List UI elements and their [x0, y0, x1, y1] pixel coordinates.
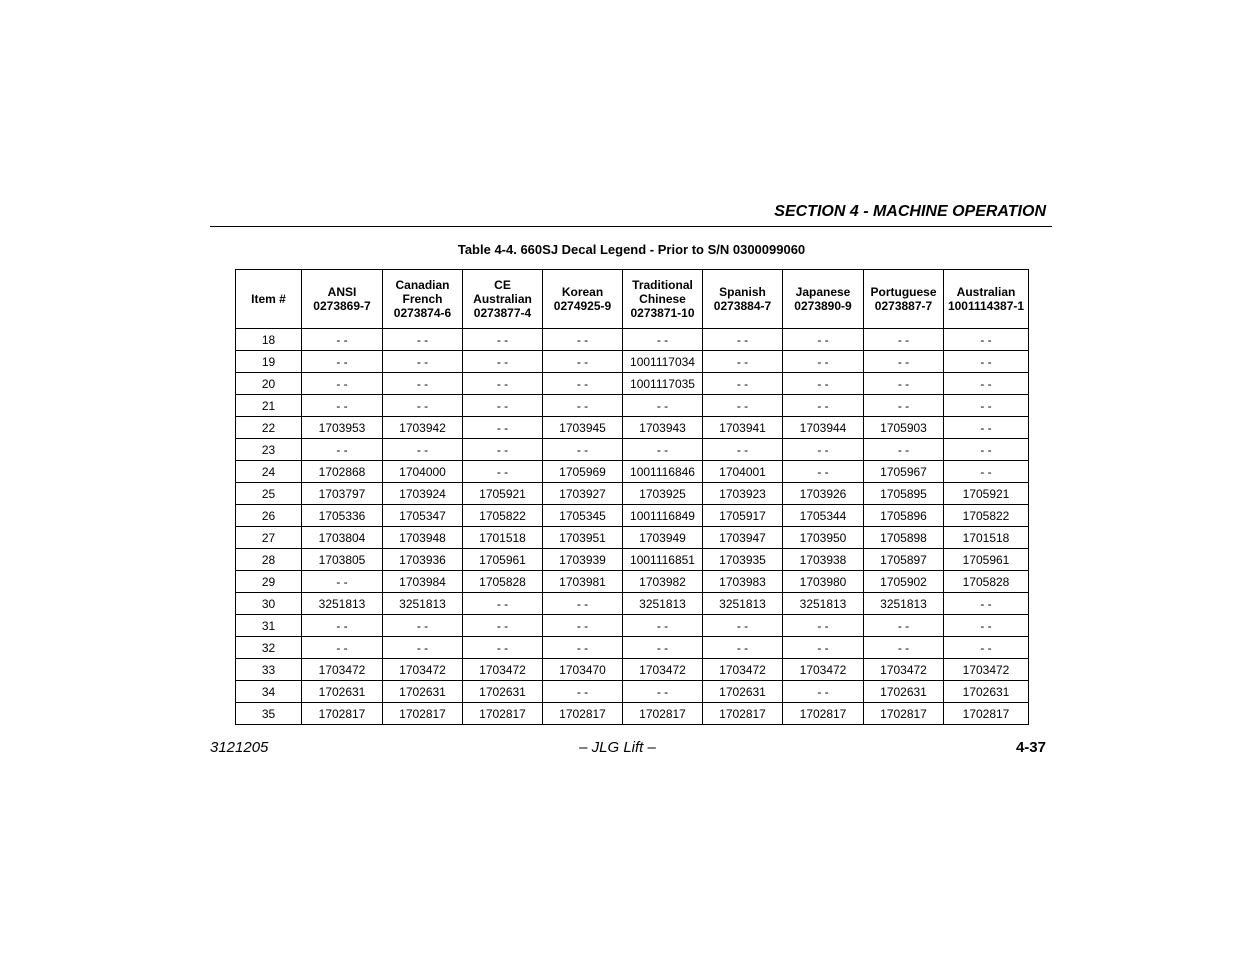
part-number-cell: - - [703, 395, 783, 417]
part-number-cell: 1703935 [703, 549, 783, 571]
part-number-cell: - - [864, 395, 944, 417]
table-row [236, 351, 1029, 373]
item-number-cell: 29 [236, 571, 302, 593]
column-header-line: Australian [473, 292, 532, 306]
part-number-cell: - - [302, 395, 383, 417]
item-number-cell: 31 [236, 615, 302, 637]
column-header-line: 0273874-6 [393, 306, 452, 320]
part-number-cell: 1001116849 [623, 505, 703, 527]
column-header [703, 270, 783, 329]
part-number-cell: 1703944 [783, 417, 864, 439]
part-number-cell: 1705344 [783, 505, 864, 527]
part-number-cell: - - [703, 439, 783, 461]
column-header-line: 0274925-9 [553, 299, 612, 313]
part-number-cell: 1701518 [944, 527, 1029, 549]
table-row [236, 483, 1029, 505]
part-number-cell: 1705345 [543, 505, 623, 527]
part-number-cell: 3251813 [864, 593, 944, 615]
table-body [236, 329, 1029, 725]
part-number-cell: - - [944, 439, 1029, 461]
table-row [236, 329, 1029, 351]
part-number-cell: - - [302, 571, 383, 593]
table-row [236, 439, 1029, 461]
part-number-cell: 1703924 [383, 483, 463, 505]
part-number-cell: - - [463, 395, 543, 417]
part-number-cell: 1001116846 [623, 461, 703, 483]
part-number-cell: 1702631 [944, 681, 1029, 703]
part-number-cell: 1702817 [463, 703, 543, 725]
part-number-cell: 1703472 [302, 659, 383, 681]
part-number-cell: 1703982 [623, 571, 703, 593]
part-number-cell: 1702817 [543, 703, 623, 725]
part-number-cell: - - [783, 439, 864, 461]
table-caption: Table 4-4. 660SJ Decal Legend - Prior to S/N 0300099060 [457, 242, 806, 257]
column-header-line: French [402, 292, 443, 306]
part-number-cell: 1702631 [864, 681, 944, 703]
part-number-cell: 1705961 [463, 549, 543, 571]
part-number-cell: 1703950 [783, 527, 864, 549]
item-number-cell: 33 [236, 659, 302, 681]
part-number-cell: 1705336 [302, 505, 383, 527]
part-number-cell: 1705961 [944, 549, 1029, 571]
part-number-cell: 1704001 [703, 461, 783, 483]
part-number-cell: 1705822 [463, 505, 543, 527]
part-number-cell: 1703472 [783, 659, 864, 681]
part-number-cell: 1702817 [302, 703, 383, 725]
part-number-cell: 1705828 [944, 571, 1029, 593]
part-number-cell: 3251813 [302, 593, 383, 615]
part-number-cell: - - [783, 637, 864, 659]
part-number-cell: 1705967 [864, 461, 944, 483]
part-number-cell: 1703797 [302, 483, 383, 505]
part-number-cell: - - [302, 351, 383, 373]
part-number-cell: 1702817 [383, 703, 463, 725]
part-number-cell: 1704000 [383, 461, 463, 483]
part-number-cell: 1702631 [463, 681, 543, 703]
part-number-cell: 1705895 [864, 483, 944, 505]
part-number-cell: 1703943 [623, 417, 703, 439]
part-number-cell: 1702631 [703, 681, 783, 703]
part-number-cell: - - [383, 615, 463, 637]
part-number-cell: - - [783, 329, 864, 351]
part-number-cell: 1703941 [703, 417, 783, 439]
column-header-line: 0273890-9 [794, 299, 852, 313]
item-number-cell: 22 [236, 417, 302, 439]
part-number-cell: 1703981 [543, 571, 623, 593]
item-number-cell: 27 [236, 527, 302, 549]
table-row [236, 571, 1029, 593]
column-header [383, 270, 463, 329]
column-header-line: Traditional [632, 278, 693, 292]
table-row [236, 549, 1029, 571]
table-row [236, 417, 1029, 439]
part-number-cell: 1703472 [463, 659, 543, 681]
column-header [944, 270, 1029, 329]
item-number-cell: 30 [236, 593, 302, 615]
column-header-line: CE [494, 278, 511, 292]
part-number-cell: 1705828 [463, 571, 543, 593]
item-number-cell: 24 [236, 461, 302, 483]
part-number-cell: 1705902 [864, 571, 944, 593]
part-number-cell: - - [383, 439, 463, 461]
column-header-line: 0273884-7 [713, 299, 772, 313]
section-title: SECTION 4 - MACHINE OPERATION [774, 203, 1046, 220]
part-number-cell: 1703948 [383, 527, 463, 549]
part-number-cell: - - [463, 637, 543, 659]
column-header-line: Spanish [719, 285, 766, 299]
table-row [236, 681, 1029, 703]
page-number: 4-37 [1015, 739, 1046, 756]
part-number-cell: 1702817 [783, 703, 864, 725]
part-number-cell: 1703804 [302, 527, 383, 549]
part-number-cell: 1705896 [864, 505, 944, 527]
part-number-cell: - - [543, 439, 623, 461]
part-number-cell: 1702868 [302, 461, 383, 483]
part-number-cell: 1703938 [783, 549, 864, 571]
part-number-cell: 1703939 [543, 549, 623, 571]
table-row [236, 615, 1029, 637]
part-number-cell: 1703980 [783, 571, 864, 593]
part-number-cell: - - [783, 395, 864, 417]
part-number-cell: - - [302, 637, 383, 659]
column-header [236, 270, 302, 329]
part-number-cell: 1701518 [463, 527, 543, 549]
item-number-cell: 25 [236, 483, 302, 505]
item-number-cell: 34 [236, 681, 302, 703]
part-number-cell: 1703925 [623, 483, 703, 505]
part-number-cell: - - [543, 395, 623, 417]
part-number-cell: - - [944, 461, 1029, 483]
part-number-cell: - - [383, 351, 463, 373]
part-number-cell: 1001117035 [623, 373, 703, 395]
part-number-cell: - - [944, 593, 1029, 615]
column-header [463, 270, 543, 329]
column-header-line: 0273871-10 [630, 306, 695, 320]
part-number-cell: - - [944, 329, 1029, 351]
table-row [236, 637, 1029, 659]
part-number-cell: 1703945 [543, 417, 623, 439]
part-number-cell: 1703953 [302, 417, 383, 439]
part-number-cell: 1703926 [783, 483, 864, 505]
part-number-cell: - - [623, 329, 703, 351]
item-number-cell: 21 [236, 395, 302, 417]
part-number-cell: 1703984 [383, 571, 463, 593]
part-number-cell: 1705969 [543, 461, 623, 483]
part-number-cell: - - [944, 637, 1029, 659]
column-header [302, 270, 383, 329]
footer-brand: – JLG Lift – [579, 739, 656, 756]
column-header-line: 0273877-4 [473, 306, 532, 320]
part-number-cell: - - [944, 373, 1029, 395]
item-number-cell: 32 [236, 637, 302, 659]
part-number-cell: 3251813 [383, 593, 463, 615]
part-number-cell: 1705917 [703, 505, 783, 527]
part-number-cell: - - [703, 373, 783, 395]
part-number-cell: - - [543, 593, 623, 615]
part-number-cell: 1703472 [703, 659, 783, 681]
part-number-cell: 1703470 [543, 659, 623, 681]
part-number-cell: - - [703, 351, 783, 373]
part-number-cell: - - [944, 417, 1029, 439]
column-header [623, 270, 703, 329]
part-number-cell: - - [783, 615, 864, 637]
part-number-cell: - - [543, 615, 623, 637]
part-number-cell: - - [463, 351, 543, 373]
part-number-cell: 1703983 [703, 571, 783, 593]
column-header-line: ANSI [327, 285, 357, 299]
part-number-cell: 1702631 [383, 681, 463, 703]
part-number-cell: - - [864, 351, 944, 373]
part-number-cell: 1001117034 [623, 351, 703, 373]
column-header-line: Australian [956, 285, 1016, 299]
table-row [236, 461, 1029, 483]
column-header [543, 270, 623, 329]
part-number-cell: 1703472 [383, 659, 463, 681]
part-number-cell: - - [703, 329, 783, 351]
part-number-cell: - - [864, 637, 944, 659]
part-number-cell: - - [463, 329, 543, 351]
part-number-cell: - - [783, 461, 864, 483]
part-number-cell: 1705921 [463, 483, 543, 505]
part-number-cell: - - [383, 329, 463, 351]
table-row [236, 373, 1029, 395]
part-number-cell: - - [302, 373, 383, 395]
part-number-cell: 1705898 [864, 527, 944, 549]
column-header [783, 270, 864, 329]
table-row [236, 395, 1029, 417]
part-number-cell: 1705903 [864, 417, 944, 439]
part-number-cell: - - [623, 637, 703, 659]
part-number-cell: 1703942 [383, 417, 463, 439]
table-row [236, 505, 1029, 527]
part-number-cell: - - [623, 681, 703, 703]
part-number-cell: 1703927 [543, 483, 623, 505]
column-header-line: Item # [251, 292, 286, 306]
part-number-cell: 1702817 [944, 703, 1029, 725]
column-header-line: Canadian [395, 278, 450, 292]
part-number-cell: - - [463, 615, 543, 637]
part-number-cell: - - [944, 615, 1029, 637]
part-number-cell: 1702817 [623, 703, 703, 725]
item-number-cell: 26 [236, 505, 302, 527]
part-number-cell: - - [463, 373, 543, 395]
part-number-cell: - - [543, 681, 623, 703]
item-number-cell: 23 [236, 439, 302, 461]
part-number-cell: - - [864, 329, 944, 351]
part-number-cell: - - [623, 615, 703, 637]
column-header-line: Chinese [639, 292, 686, 306]
part-number-cell: - - [944, 395, 1029, 417]
table-row [236, 593, 1029, 615]
part-number-cell: 3251813 [783, 593, 864, 615]
part-number-cell: 1703936 [383, 549, 463, 571]
part-number-cell: 1703949 [623, 527, 703, 549]
part-number-cell: 1702817 [864, 703, 944, 725]
column-header-line: 0273887-7 [874, 299, 933, 313]
part-number-cell: - - [783, 351, 864, 373]
part-number-cell: - - [302, 615, 383, 637]
part-number-cell: - - [543, 329, 623, 351]
part-number-cell: - - [543, 373, 623, 395]
part-number-cell: - - [864, 439, 944, 461]
part-number-cell: 1703472 [864, 659, 944, 681]
part-number-cell: 3251813 [703, 593, 783, 615]
part-number-cell: - - [302, 439, 383, 461]
column-header [864, 270, 944, 329]
part-number-cell: - - [864, 373, 944, 395]
item-number-cell: 18 [236, 329, 302, 351]
part-number-cell: 1001116851 [623, 549, 703, 571]
part-number-cell: 1703805 [302, 549, 383, 571]
part-number-cell: - - [623, 395, 703, 417]
column-header-line: 0273869-7 [313, 299, 371, 313]
part-number-cell: 1703947 [703, 527, 783, 549]
part-number-cell: 1705921 [944, 483, 1029, 505]
table-row [236, 659, 1029, 681]
item-number-cell: 28 [236, 549, 302, 571]
item-number-cell: 19 [236, 351, 302, 373]
part-number-cell: - - [783, 373, 864, 395]
part-number-cell: - - [383, 373, 463, 395]
item-number-cell: 35 [236, 703, 302, 725]
part-number-cell: - - [783, 681, 864, 703]
part-number-cell: 1705897 [864, 549, 944, 571]
column-header-line: Portuguese [870, 285, 937, 299]
part-number-cell: 1705822 [944, 505, 1029, 527]
part-number-cell: 1703951 [543, 527, 623, 549]
column-header-line: 1001114387-1 [947, 299, 1025, 313]
part-number-cell: - - [944, 351, 1029, 373]
part-number-cell: - - [543, 351, 623, 373]
part-number-cell: 1705347 [383, 505, 463, 527]
table-header-row [236, 270, 1029, 329]
part-number-cell: - - [543, 637, 623, 659]
item-number-cell: 20 [236, 373, 302, 395]
part-number-cell: - - [623, 439, 703, 461]
part-number-cell: - - [463, 417, 543, 439]
decal-legend-table [235, 269, 1029, 725]
column-header-line: Japanese [795, 285, 851, 299]
part-number-cell: - - [463, 461, 543, 483]
table-row [236, 527, 1029, 549]
part-number-cell: 1703472 [623, 659, 703, 681]
part-number-cell: 1702817 [703, 703, 783, 725]
table-row [236, 703, 1029, 725]
part-number-cell: - - [383, 395, 463, 417]
part-number-cell: - - [383, 637, 463, 659]
document-number: 3121205 [210, 739, 269, 756]
section-header [210, 201, 1052, 227]
part-number-cell: - - [864, 615, 944, 637]
part-number-cell: 3251813 [623, 593, 703, 615]
part-number-cell: - - [463, 439, 543, 461]
part-number-cell: - - [703, 637, 783, 659]
part-number-cell: 1703472 [944, 659, 1029, 681]
part-number-cell: 1703923 [703, 483, 783, 505]
part-number-cell: - - [703, 615, 783, 637]
part-number-cell: - - [463, 593, 543, 615]
column-header-line: Korean [561, 285, 604, 299]
part-number-cell: 1702631 [302, 681, 383, 703]
part-number-cell: - - [302, 329, 383, 351]
